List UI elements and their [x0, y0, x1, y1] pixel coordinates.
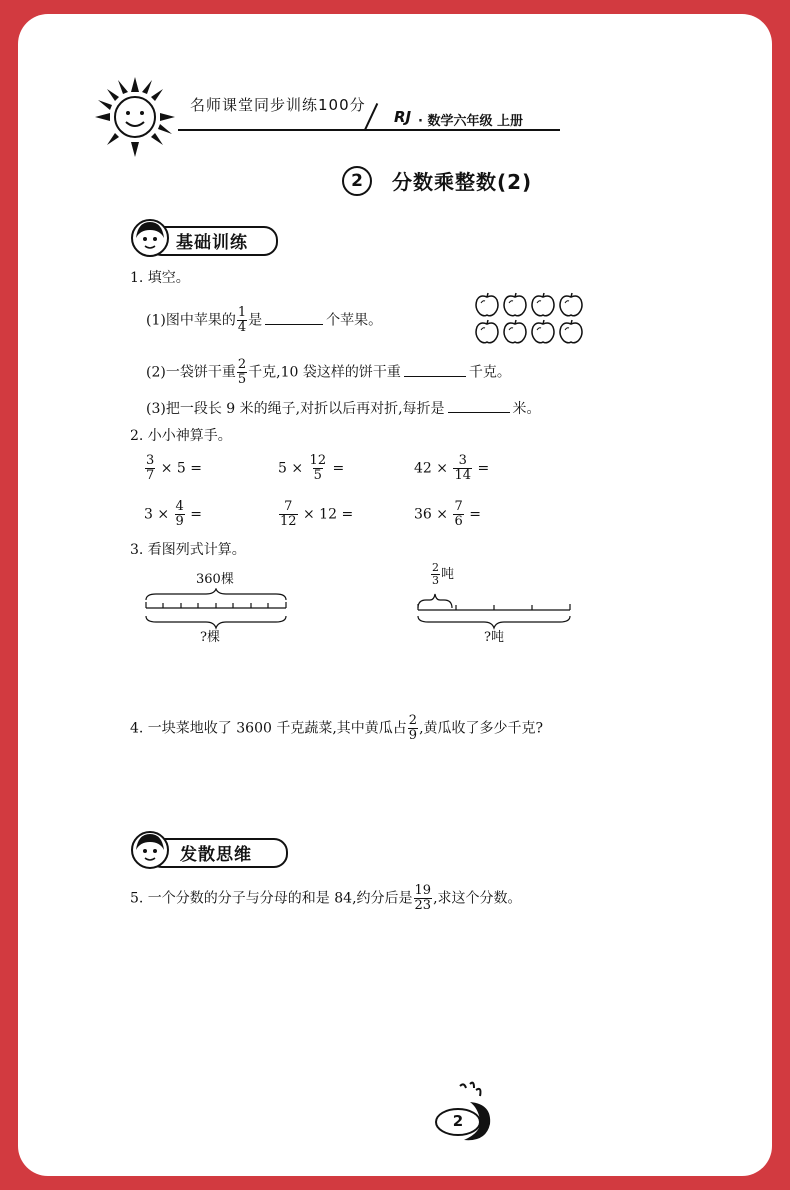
sun-icon [90, 72, 180, 162]
series-title: 名师课堂同步训练100分 [190, 96, 366, 114]
q1-part1: (1)图中苹果的 $\frac{1}{4}$ 是 个苹果。 [146, 305, 383, 335]
calc-item-4: 3 × $\frac{4}{9}$ = [144, 499, 203, 529]
section-title-basic: 基础训练 [176, 233, 248, 253]
subject-label: · 数学六年级 上册 [418, 114, 523, 129]
answer-blank[interactable] [265, 310, 323, 325]
page-number: 2 [452, 1112, 464, 1130]
lesson-title: 分数乘整数(2) [392, 170, 533, 194]
calc-item-3: 42 × $\frac{3}{14}$ = [414, 453, 490, 483]
q1-part2: (2)一袋饼干重 $\frac{2}{5}$ 千克,10 袋这样的饼干重 千克。 [146, 357, 511, 387]
girl-avatar-icon [130, 830, 170, 870]
lesson-number: 2 [342, 166, 372, 196]
q1-part3: (3)把一段长 9 米的绳子,对折以后再对折,每折是 米。 [146, 398, 541, 419]
calc-item-2: 5 × $\frac{12}{5}$ = [278, 453, 345, 483]
section-header-extend [130, 830, 290, 868]
right-diagram-top-label: $\frac{2}{3}$ 吨 [432, 561, 455, 587]
apple-grid [474, 292, 586, 346]
q2-stem: 2. 小小神算手。 [130, 428, 232, 444]
page [18, 14, 772, 1176]
header-slash [364, 103, 378, 131]
apple-icons [474, 292, 586, 346]
calc-item-1: $\frac{3}{7}$ × 5 = [146, 453, 203, 483]
q3-stem: 3. 看图列式计算。 [130, 542, 246, 558]
q1-stem: 1. 填空。 [130, 270, 190, 286]
q5-text: 5. 一个分数的分子与分母的和是 84,约分后是 $\frac{19}{23}$ ,求这个分数。 [130, 883, 522, 913]
answer-blank[interactable] [404, 362, 466, 377]
left-diagram-top-label: 360棵 [196, 572, 234, 587]
right-diagram-bottom-label: ?吨 [484, 630, 504, 645]
section-title-extend: 发散思维 [180, 845, 252, 865]
answer-blank[interactable] [448, 398, 510, 413]
edition-label: RJ [394, 108, 412, 126]
header-rule [178, 129, 560, 131]
left-diagram-bottom-label: ?棵 [200, 630, 220, 645]
calc-item-5: $\frac{7}{12}$ × 12 = [280, 499, 354, 529]
section-header-basic [130, 218, 278, 256]
calc-item-6: 36 × $\frac{7}{6}$ = [414, 499, 481, 529]
q4-text: 4. 一块菜地收了 3600 千克蔬菜,其中黄瓜占 $\frac{2}{9}$ ,黄瓜收了多少千克? [130, 713, 544, 743]
girl-avatar-icon [130, 218, 170, 258]
